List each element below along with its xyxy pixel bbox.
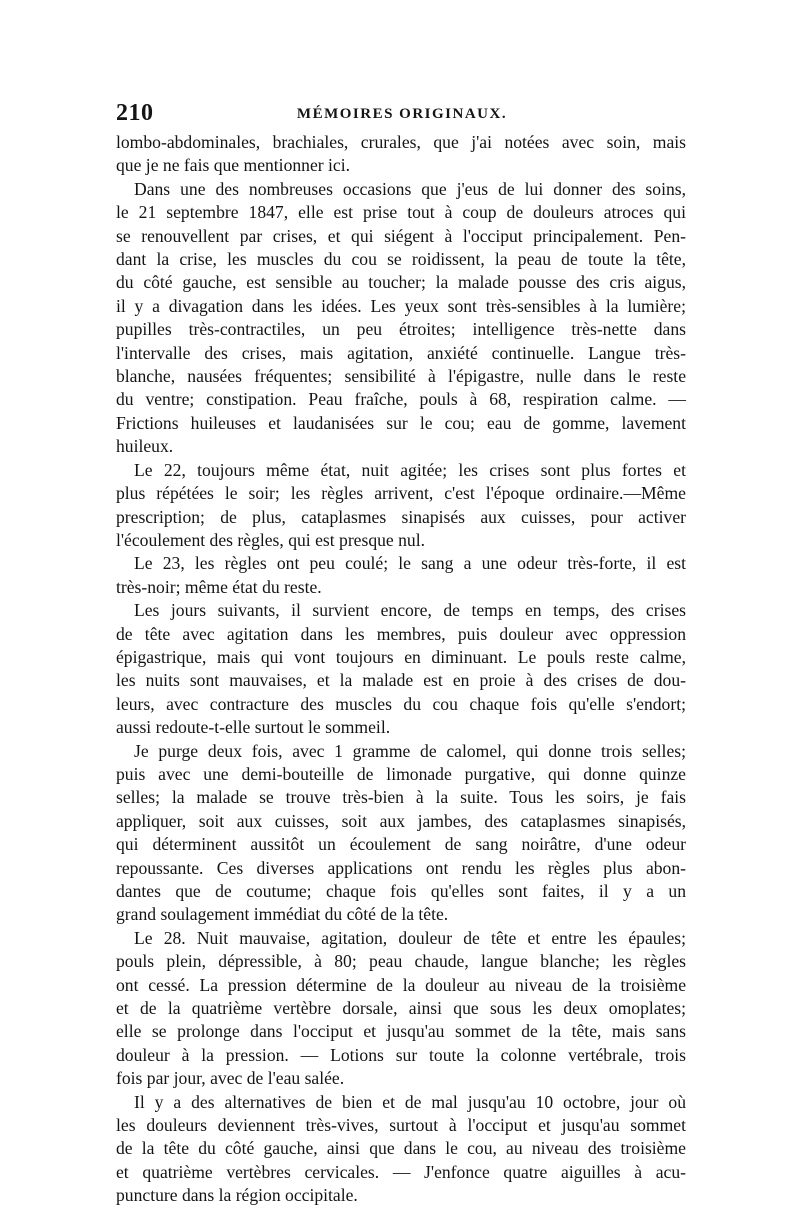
text-line: pouls plein, dépressible, à 80; peau chaude, langue blanche; les règles	[116, 951, 686, 972]
text-line: Les jours suivants, il survient encore, de temps en temps, des crises	[134, 600, 686, 621]
text-line: l'écoulement des règles, qui est presque nul.	[116, 529, 426, 550]
text-line: prescription; de plus, cataplasmes sinapisés aux cuisses, pour activer	[116, 506, 686, 527]
text-line: très-noir; même état du reste.	[116, 576, 322, 597]
text-line: se renouvellent par crises, et qui siégent à l'occiput principalement. Pen-	[116, 225, 686, 246]
text-line: du côté gauche, est sensible au toucher; la malade pousse des cris aigus,	[116, 272, 686, 293]
text-line: et quatrième vertèbres cervicales. — J'enfonce quatre aiguilles à acu-	[116, 1161, 686, 1182]
text-line: Le 22, toujours même état, nuit agitée; les crises sont plus fortes et	[134, 459, 686, 480]
text-line: Dans une des nombreuses occasions que j'eus de lui donner des soins,	[134, 178, 686, 199]
text-line: Je purge deux fois, avec 1 gramme de calomel, qui donne trois selles;	[134, 740, 686, 761]
text-line: Le 28. Nuit mauvaise, agitation, douleur de tête et entre les épaules;	[134, 927, 686, 948]
text-line: aussi redoute-t-elle surtout le sommeil.	[116, 717, 391, 738]
text-line: appliquer, soit aux cuisses, soit aux jambes, des cataplasmes sinapisés,	[116, 810, 686, 831]
paragraph	[116, 552, 686, 599]
text-line: huileux.	[116, 436, 174, 457]
text-line: douleur à la pression. — Lotions sur toute la colonne vertébrale, trois	[116, 1044, 686, 1065]
text-line: le 21 septembre 1847, elle est prise tout à coup de douleurs atroces qui	[116, 202, 686, 223]
text-line: et de la quatrième vertèbre dorsale, ainsi que sous les deux omoplates;	[116, 998, 686, 1019]
text-line: du ventre; constipation. Peau fraîche, pouls à 68, respiration calme. —	[116, 389, 686, 410]
text-line: leurs, avec contracture des muscles du cou chaque fois qu'elle s'endort;	[116, 693, 686, 714]
text-line: Il y a des alternatives de bien et de mal jusqu'au 10 octobre, jour où	[134, 1091, 686, 1112]
page-number: 210	[116, 100, 154, 126]
text-line: selles; la malade se trouve très-bien à la suite. Tous les soirs, je fais	[116, 787, 686, 808]
text-line: lombo-abdominales, brachiales, crurales, que j'ai notées avec soin, mais	[116, 132, 686, 152]
paragraph	[116, 927, 686, 1091]
paragraph	[116, 1091, 686, 1208]
text-line: blanche, nausées fréquentes; sensibilité à l'épigastre, nulle dans le reste	[116, 366, 686, 387]
text-line: il y a divagation dans les idées. Les yeux sont très-sensibles à la lumière;	[116, 295, 686, 316]
text-line: les douleurs deviennent très-vives, surtout à l'occiput et jusqu'au sommet	[116, 1115, 686, 1136]
text-line: grand soulagement immédiat du côté de la tête.	[116, 904, 449, 925]
text-line: ont cessé. La pression détermine de la douleur au niveau de la troisième	[116, 974, 686, 995]
paragraph	[116, 599, 686, 739]
text-line: Le 23, les règles ont peu coulé; le sang a une odeur très-forte, il est	[134, 553, 686, 574]
text-line: qui déterminent aussitôt un écoulement de sang noirâtre, d'une odeur	[116, 834, 686, 855]
text-line: dantes que de coutume; chaque fois qu'elles sont faites, il y a un	[116, 881, 686, 901]
text-line: épigastrique, mais qui vont toujours en diminuant. Le pouls reste calme,	[116, 646, 686, 667]
text-line: Frictions huileuses et laudanisées sur le cou; eau de gomme, lavement	[116, 412, 686, 433]
text-line: dant la crise, les muscles du cou se roidissent, la peau de toute la tête,	[116, 249, 686, 270]
text-line: fois par jour, avec de l'eau salée.	[116, 1068, 345, 1089]
paragraph	[116, 459, 686, 553]
text-line: de la tête du côté gauche, ainsi que dans le cou, au niveau des troisième	[116, 1138, 686, 1159]
paragraph	[116, 178, 686, 459]
text-line: elle se prolonge dans l'occiput et jusqu'au sommet de la tête, mais sans	[116, 1021, 686, 1042]
text-line: que je ne fais que mentionner ici.	[116, 155, 351, 176]
page-header	[116, 100, 688, 130]
text-line: repoussante. Ces diverses applications ont rendu les règles plus abon-	[116, 857, 686, 878]
paragraph	[116, 131, 686, 178]
text-line: puis avec une demi-bouteille de limonade purgative, qui donne quinze	[116, 763, 686, 784]
text-line: pupilles très-contractiles, un peu étroites; intelligence très-nette dans	[116, 319, 686, 340]
text-line: puncture dans la région occipitale.	[116, 1185, 358, 1206]
paragraph	[116, 740, 686, 927]
text-line: l'intervalle des crises, mais agitation, anxiété continuelle. Langue très-	[116, 342, 686, 363]
body-text	[116, 131, 686, 1208]
text-line: plus répétées le soir; les règles arrivent, c'est l'époque ordinaire.—Même	[116, 483, 686, 504]
text-line: les nuits sont mauvaises, et la malade est en proie à des crises de dou-	[116, 670, 686, 691]
text-line: de tête avec agitation dans les membres, puis douleur avec oppression	[116, 623, 686, 644]
running-title: MÉMOIRES ORIGINAUX.	[296, 106, 508, 122]
